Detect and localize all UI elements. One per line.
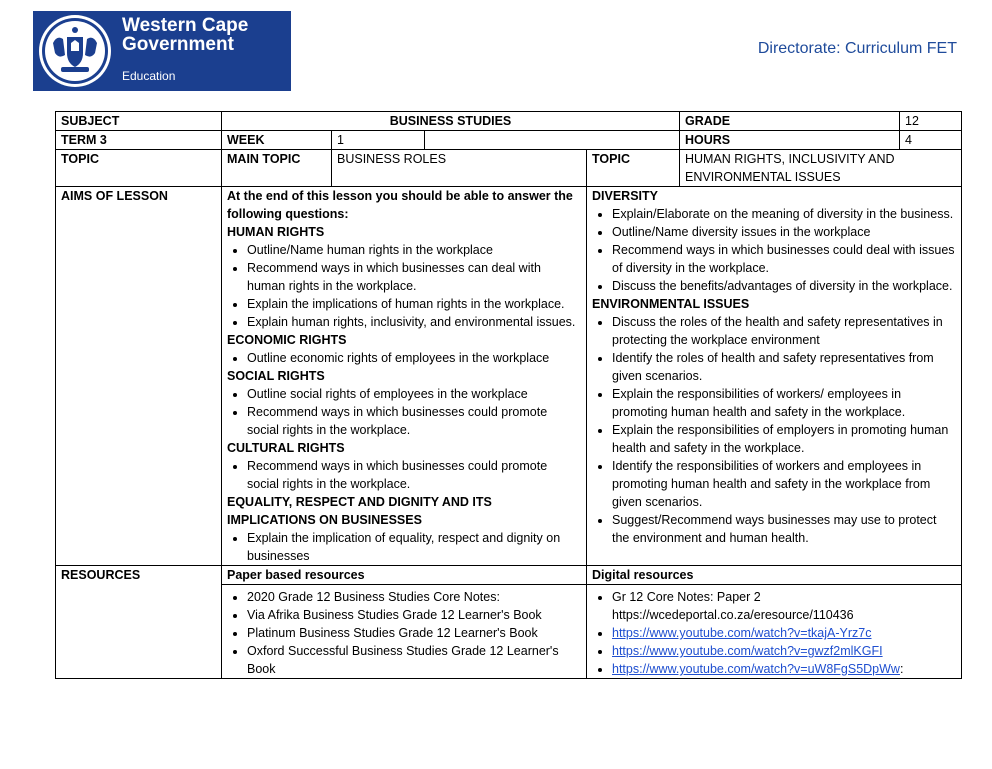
list-item: • Explain the responsibilities of employers in promoting human health and safety in the workplace. <box>612 421 956 457</box>
list-item: • Outline social rights of employees in the workplace <box>247 385 581 403</box>
logo-subtitle: Education <box>122 69 176 83</box>
grade-label: GRADE <box>680 112 900 131</box>
week-value: 1 <box>332 131 425 150</box>
section-list <box>227 385 581 439</box>
week-label: WEEK <box>222 131 332 150</box>
aims-right-cell <box>587 187 962 566</box>
list-item: • Recommend ways in which businesses can deal with human rights in the workplace. <box>247 259 581 295</box>
resources-label: RESOURCES <box>56 566 222 679</box>
aims-right-sections <box>592 187 956 547</box>
topic2-label: TOPIC <box>587 150 680 187</box>
main-topic-value: BUSINESS ROLES <box>332 150 587 187</box>
topic-row <box>56 150 962 187</box>
paper-resources-label: Paper based resources <box>222 566 587 585</box>
section-heading: CULTURAL RIGHTS <box>227 441 345 455</box>
section-heading: DIVERSITY <box>592 189 658 203</box>
directorate-title: Directorate: Curriculum FET <box>757 40 957 57</box>
aims-row <box>56 187 962 566</box>
logo-banner <box>33 11 291 91</box>
list-item: • Recommend ways in which businesses could promote social rights in the workplace. <box>247 403 581 439</box>
topic2-value: HUMAN RIGHTS, INCLUSIVITY AND ENVIRONMENTAL ISSUES <box>680 150 962 187</box>
digital-link-item <box>612 642 956 660</box>
section-heading: ENVIRONMENTAL ISSUES <box>592 297 750 311</box>
youtube-link[interactable]: https://www.youtube.com/watch?v=tkajA-Yrz7c <box>612 626 872 640</box>
digital-core-notes-item <box>612 588 956 624</box>
grade-value: 12 <box>900 112 962 131</box>
section-list <box>592 205 956 295</box>
topic-label: TOPIC <box>56 150 222 187</box>
section-list <box>227 241 581 331</box>
list-item: • Discuss the roles of the health and safety representatives in protecting the workplace environment <box>612 313 956 349</box>
youtube-link[interactable]: https://www.youtube.com/watch?v=uW8FgS5DpWw <box>612 662 900 676</box>
section-heading: ECONOMIC RIGHTS <box>227 333 347 347</box>
logo-title <box>122 16 248 54</box>
logo-line-2: Government <box>122 34 234 55</box>
digital-core-notes-url: https://wcedeportal.co.za/eresource/110436 <box>612 608 854 622</box>
section-list <box>227 457 581 493</box>
section-heading: EQUALITY, RESPECT AND DIGNITY AND ITS IMPLICATIONS ON BUSINESSES <box>227 495 492 527</box>
section-list <box>592 313 956 547</box>
list-item: • Explain the implications of human rights in the workplace. <box>247 295 581 313</box>
digital-core-notes-label: Gr 12 Core Notes: Paper 2 <box>612 590 761 604</box>
digital-resources-cell <box>587 585 962 679</box>
paper-resource-item: • Via Afrika Business Studies Grade 12 Learner's Book <box>247 606 581 624</box>
list-item: • Explain/Elaborate on the meaning of diversity in the business. <box>612 205 956 223</box>
list-item: • Explain the responsibilities of workers/ employees in promoting human health and safety in the workplace. <box>612 385 956 421</box>
paper-resource-item: • 2020 Grade 12 Business Studies Core Notes: <box>247 588 581 606</box>
section-list <box>227 529 581 565</box>
lesson-plan-table <box>55 111 962 679</box>
list-item: • Outline economic rights of employees in the workplace <box>247 349 581 367</box>
list-item: • Outline/Name diversity issues in the workplace <box>612 223 956 241</box>
hours-value: 4 <box>900 131 962 150</box>
aims-left-sections <box>227 223 581 565</box>
list-item: • Explain human rights, inclusivity, and environmental issues. <box>247 313 581 331</box>
digital-link-item <box>612 624 956 642</box>
resources-header-row <box>56 566 962 585</box>
list-item: • Suggest/Recommend ways businesses may use to protect the environment and human health. <box>612 511 956 547</box>
list-item: • Identify the roles of health and safety representatives from given scenarios. <box>612 349 956 385</box>
subject-row <box>56 112 962 131</box>
paper-resources-cell <box>222 585 587 679</box>
list-item: • Recommend ways in which businesses could deal with issues of diversity in the workplace. <box>612 241 956 277</box>
week-empty-cell <box>425 131 680 150</box>
paper-resource-item: • Platinum Business Studies Grade 12 Learner's Book <box>247 624 581 642</box>
logo-line-1: Western Cape <box>122 15 249 36</box>
main-topic-label: MAIN TOPIC <box>222 150 332 187</box>
term-row <box>56 131 962 150</box>
list-item: • Outline/Name human rights in the workplace <box>247 241 581 259</box>
youtube-link[interactable]: https://www.youtube.com/watch?v=gwzf2mlKGFI <box>612 644 883 658</box>
list-item: • Recommend ways in which businesses could promote social rights in the workplace. <box>247 457 581 493</box>
paper-resources-list <box>227 585 581 678</box>
aims-left-cell <box>222 187 587 566</box>
paper-resource-item: • Oxford Successful Business Studies Grade 12 Learner's Book <box>247 642 581 678</box>
hours-label: HOURS <box>680 131 900 150</box>
aims-intro: At the end of this lesson you should be able to answer the following questions: <box>227 189 573 221</box>
coat-of-arms-icon <box>37 13 113 89</box>
subject-label: SUBJECT <box>56 112 222 131</box>
list-item: • Identify the responsibilities of workers and employees in promoting human health and safety in the workplace from given scenarios. <box>612 457 956 511</box>
term-label: TERM 3 <box>56 131 222 150</box>
section-heading: SOCIAL RIGHTS <box>227 369 325 383</box>
link-suffix: : <box>899 662 904 676</box>
subject-value: BUSINESS STUDIES <box>222 112 680 131</box>
digital-link-item <box>612 660 956 678</box>
list-item: • Discuss the benefits/advantages of diversity in the workplace. <box>612 277 956 295</box>
digital-resources-label: Digital resources <box>587 566 962 585</box>
section-list <box>227 349 581 367</box>
digital-resources-list <box>592 585 956 678</box>
aims-label: AIMS OF LESSON <box>56 187 222 566</box>
section-heading: HUMAN RIGHTS <box>227 225 325 239</box>
list-item: • Explain the implication of equality, respect and dignity on businesses <box>247 529 581 565</box>
